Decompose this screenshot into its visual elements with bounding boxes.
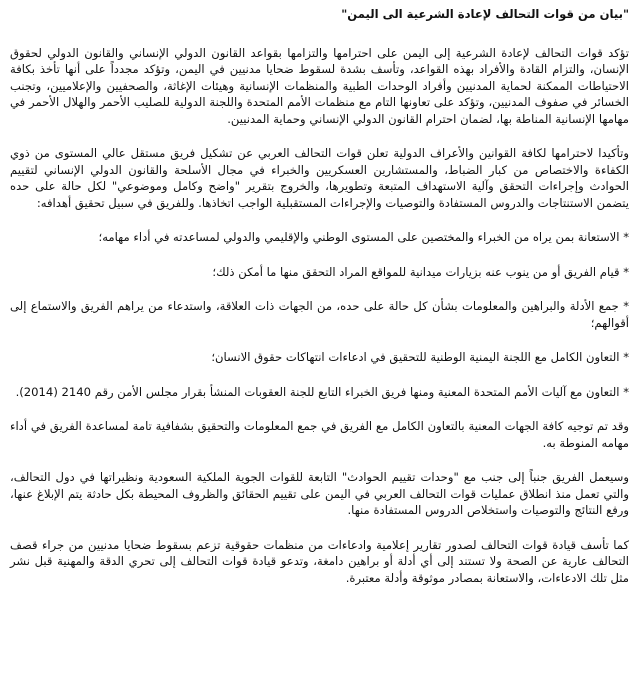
bullet-evidence: * جمع الأدلة والبراهين والمعلومات بشأن كل حالة على حده، من الجهات ذات العلاقة، واستدعاء من يراهم الفريق والاستماع إلى أقوالهم؛ [10,299,629,330]
document-title: "بيان من قوات التحالف لإعادة الشرعية الى اليمن" [341,7,629,21]
paragraph-incident-units: وسيعمل الفريق جنباً إلى جنب مع "وحدات تقييم الحوادث" التابعة للقوات الجوية الملكية السعودية ونظيراتها في دول التحالف، والتي تعمل منذ انطلاق عمليات قوات التحالف العربي في اليمن على تقييم الحقائق والظروف المحيطة بكل حادثة يتم الإبلاغ عنها، ورفع النتائج والتوصيات واستخلاص الدروس المستفادة منها. [10,470,629,517]
paragraph-cooperation: وقد تم توجيه كافة الجهات المعنية بالتعاون الكامل مع الفريق في جمع المعلومات والتحقيق بشفافية تامة لمساعدة الفريق في أداء مهامه المنوطة به. [10,419,629,450]
bullet-field-visits: * قيام الفريق أو من ينوب عنه بزيارات ميدانية للمواقع المراد التحقق منها ما أمكن ذلك؛ [212,264,629,279]
bullet-national-committee: * التعاون الكامل مع اللجنة اليمنية الوطنية للتحقيق في ادعاءات انتهاكات حقوق الانسان؛ [211,350,629,364]
paragraph-media-reports: كما تأسف قيادة قوات التحالف لصدور تقارير إعلامية وادعاءات من منظمات حقوقية تزعم بسقوط ضحايا مدنيين من جراء قصف التحالف عارية عن الصحة ولا تستند إلى أي أدلة أو براهين دامغة، وتدعو قيادة قوات التحالف إلى تحري الدقة والمهنية قبل نشر مثل تلك الادعاءات، والاستعانة بمصادر موثوقة وأدلة معتبرة. [10,537,629,585]
bullet-un-mechanisms: * التعاون مع آليات الأمم المتحدة المعنية ومنها فريق الخبراء التابع للجنة العقوبات المنشأ بقرار مجلس الأمن رقم 2140 (2014). [15,384,629,399]
paragraph-commitment: تؤكد قوات التحالف لإعادة الشرعية إلى اليمن على احترامها والتزامها بقواعد القانون الدولي الإنساني والقانون الدولي لحقوق الإنسان، والتزام القادة والأفراد بهذه القواعد، وتأسف بشدة لسقوط ضحايا مدنيين في اليمن، وتؤكد مجدداً على أنها تأخذ بكافة الاحتياطات الممكنة لحماية المدنيين وأفراد الوحدات الطبية والمنظمات الإنسانية وهيئات الإغاثة، والصحفيين والإعلاميين، وتجنب الخسائر في صفوف المدنيين، وتؤكد على تعاونها التام مع منظمات الأمم المتحدة واللجنة الدولية للصليب الأحمر والهلال الأحمر في مهامها الإنسانية المناطة بها، لضمان احترام القانون الدولي الإنساني وحماية المدنيين. [10,45,629,126]
bullet-experts: * الاستعانة بمن يراه من الخبراء والمختصين على المستوى الوطني والإقليمي والدولي لمساعدته في أداء مهامه؛ [98,230,629,244]
paragraph-team-formation: وتأكيدا لاحترامها لكافة القوانين والأعراف الدولية تعلن قوات التحالف العربي عن تشكيل فريق مستقل عالي المستوى من ذوي الكفاءة والاختصاص من كبار الضباط، والمستشارين العسكريين والخبراء في مجال الأسلحة والقانون الدولي الإنساني لتقييم الحوادث وإجراءات التحقق وآلية الاستهداف المتبعة وتطويرها، والخروج بتقرير "واضح وكامل وموضوعي" لكل حالة على حده يتضمن الاستنتاجات والدروس المستفادة والتوصيات والإجراءات المستقبلية الواجب اتخاذها. وللفريق في سبيل تحقيق أهدافه: [10,146,629,210]
